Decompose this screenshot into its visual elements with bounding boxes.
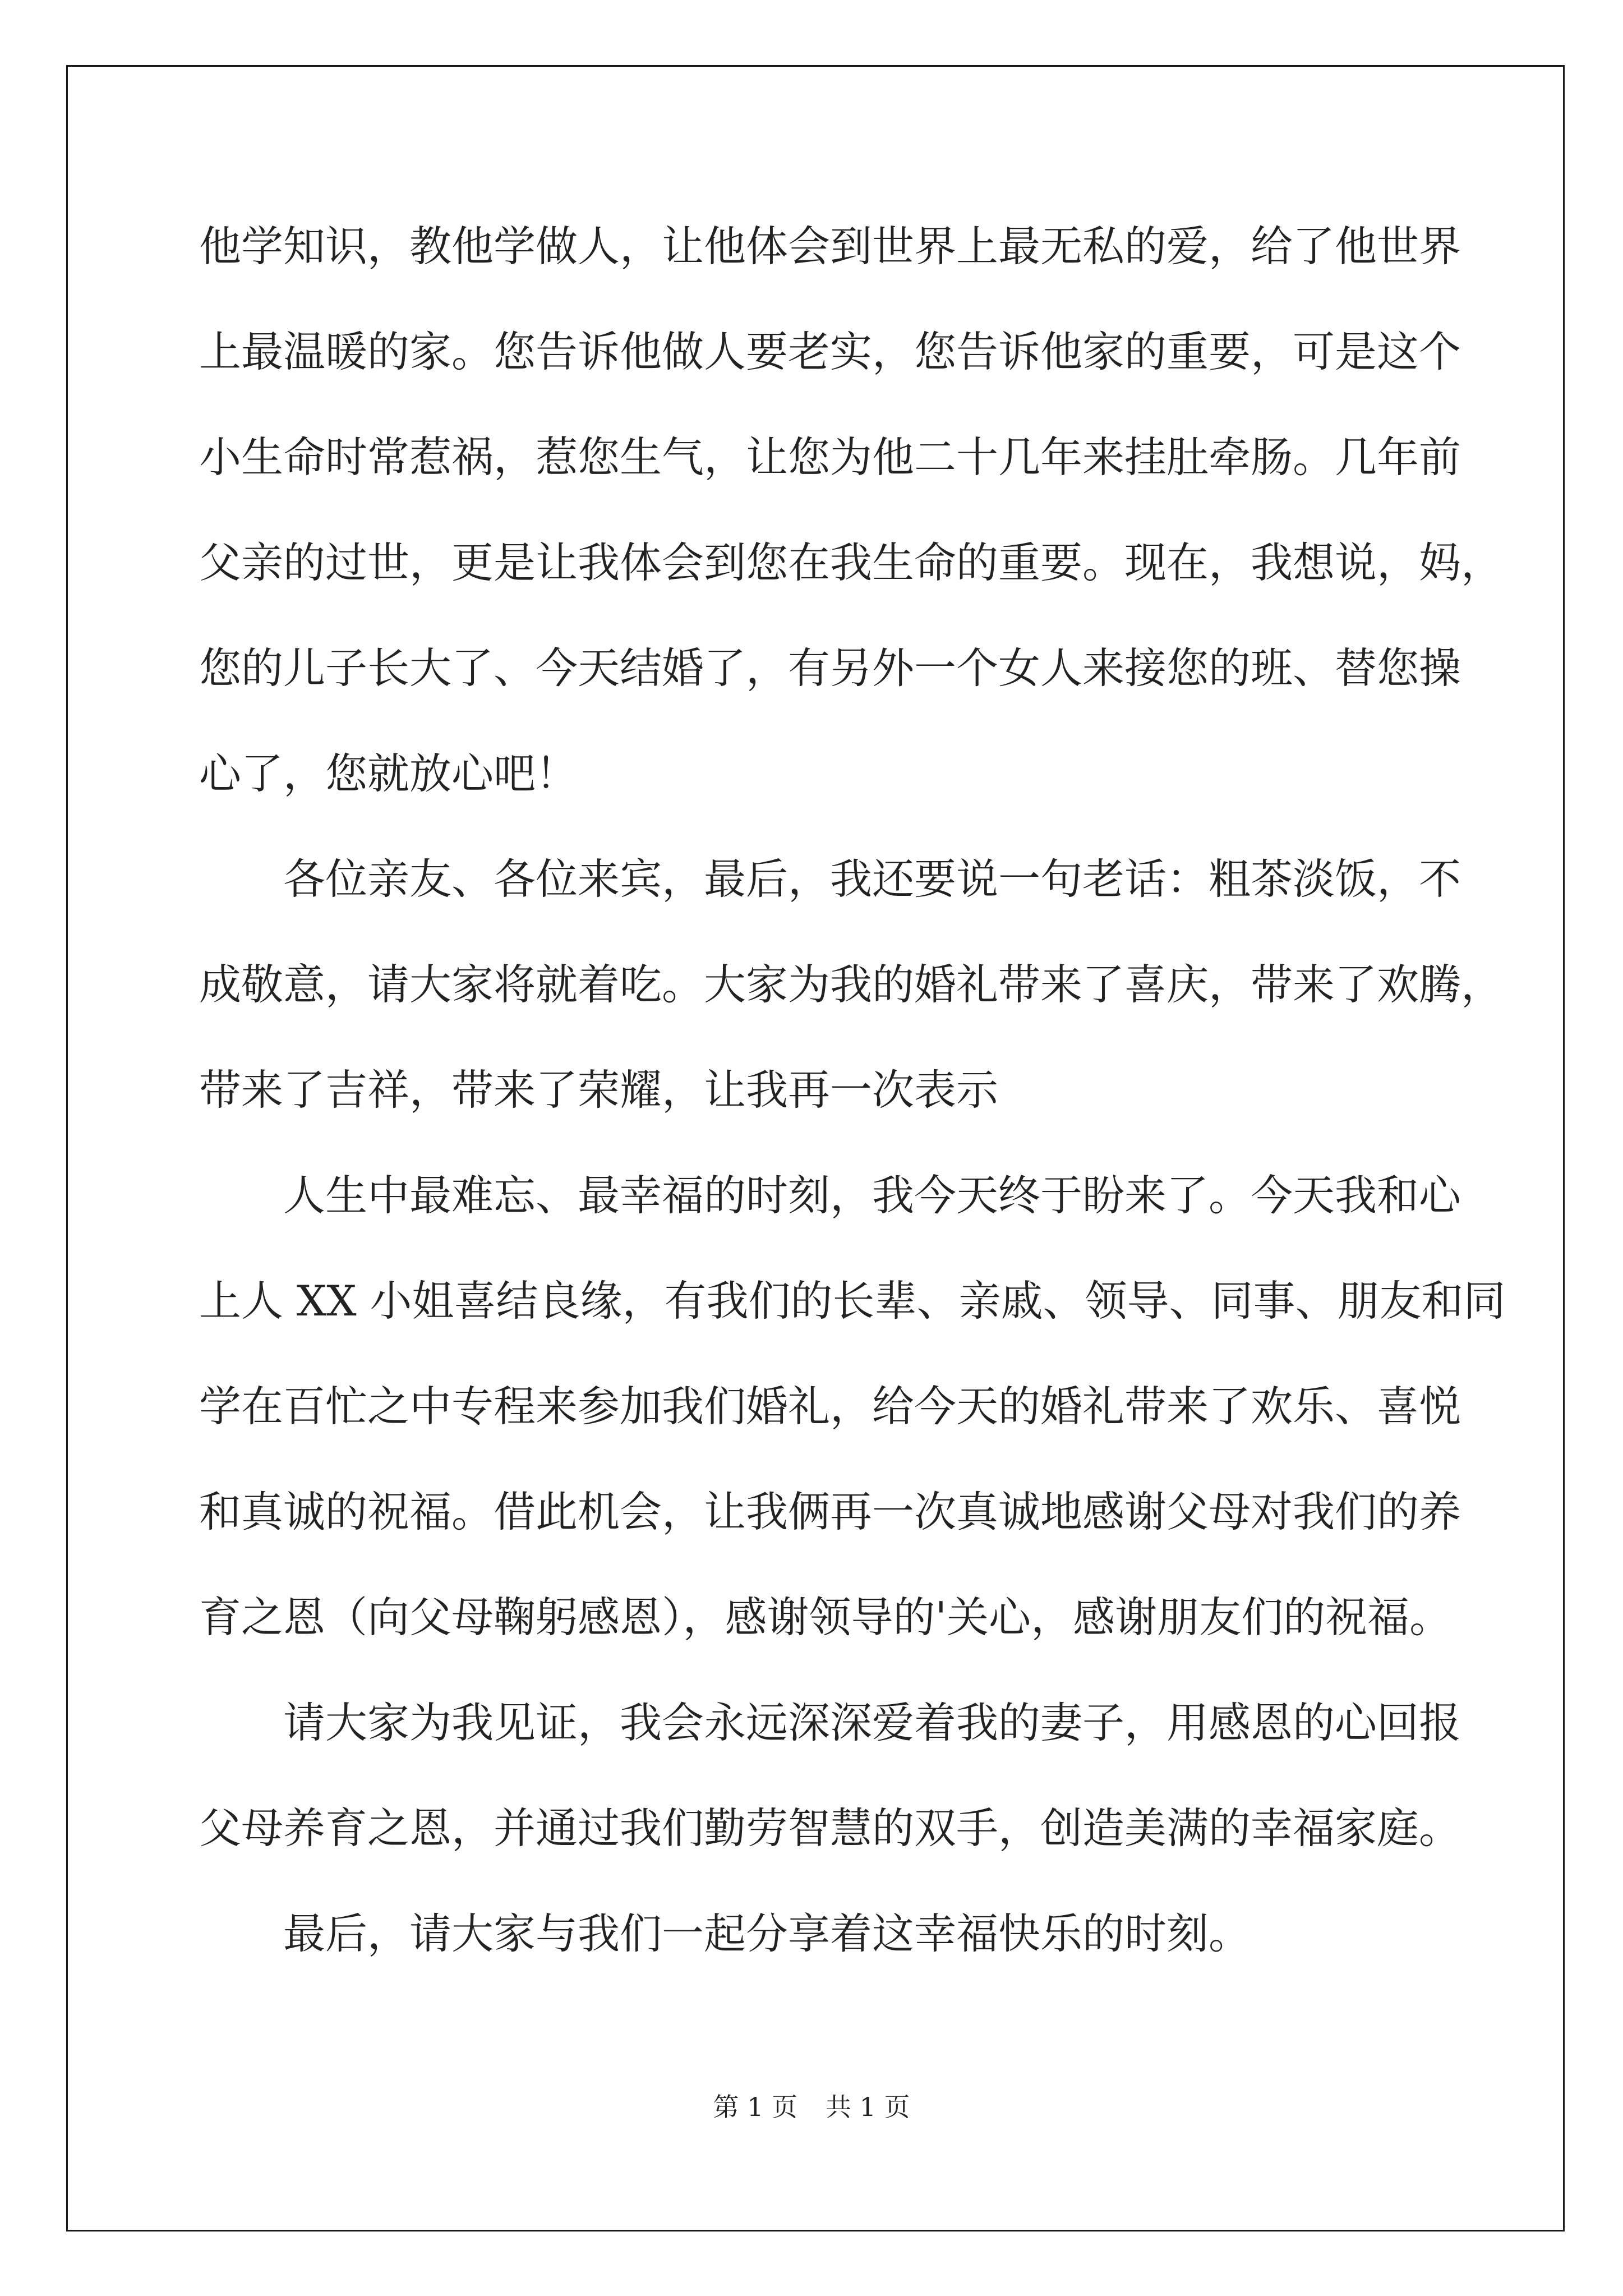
text-line: 和真诚的祝福。借此机会，让我俩再一次真诚地感谢父母对我们的养	[199, 1487, 1461, 1536]
paragraph-3	[199, 1143, 1506, 1670]
text-line: 您的儿子长大了、今天结婚了，有另外一个女人来接您的班、替您操	[199, 643, 1461, 693]
paragraph-4	[199, 1670, 1461, 1881]
text-line: 各位亲友、各位来宾，最后，我还要说一句老话：粗茶淡饭，不	[283, 854, 1461, 904]
text-line: 育之恩（向父母鞠躬感恩），感谢领导的'关心，感谢朋友们的祝福。	[199, 1593, 1452, 1642]
document-body	[199, 194, 1506, 1986]
page-footer	[0, 2087, 1623, 2124]
text-line: 他学知识，教他学做人，让他体会到世界上最无私的爱，给了他世界	[199, 222, 1461, 271]
text-line: 心了，您就放心吧！	[199, 749, 578, 798]
page-number-current: 第 1 页	[713, 2092, 797, 2122]
text-line: 上人 XX 小姐喜结良缘，有我们的长辈、亲戚、领导、同事、朋友和同	[199, 1276, 1506, 1326]
text-line: 带来了吉祥，带来了荣耀，让我再一次表示	[199, 1065, 999, 1115]
page-number-total: 共 1 页	[826, 2092, 910, 2122]
paragraph-1	[199, 194, 1504, 826]
text-line: 父亲的过世，更是让我体会到您在我生命的重要。现在，我想说，妈，	[199, 538, 1504, 587]
text-line: 请大家为我见证，我会永远深深爱着我的妻子，用感恩的心回报	[283, 1698, 1461, 1747]
text-line: 成敬意，请大家将就着吃。大家为我的婚礼带来了喜庆，带来了欢腾，	[199, 960, 1504, 1009]
paragraph-2	[199, 826, 1504, 1143]
text-line: 上最温暖的家。您告诉他做人要老实，您告诉他家的重要，可是这个	[199, 327, 1461, 376]
text-line: 人生中最难忘、最幸福的时刻，我今天终于盼来了。今天我和心	[283, 1171, 1461, 1220]
text-line: 小生命时常惹祸，惹您生气，让您为他二十几年来挂肚牵肠。几年前	[199, 432, 1461, 482]
text-line: 父母养育之恩，并通过我们勤劳智慧的双手，创造美满的幸福家庭。	[199, 1803, 1461, 1853]
text-line: 最后，请大家与我们一起分享着这幸福快乐的时刻。	[283, 1909, 1251, 1958]
paragraph-5	[199, 1881, 1455, 1986]
text-line: 学在百忙之中专程来参加我们婚礼，给今天的婚礼带来了欢乐、喜悦	[199, 1382, 1461, 1431]
